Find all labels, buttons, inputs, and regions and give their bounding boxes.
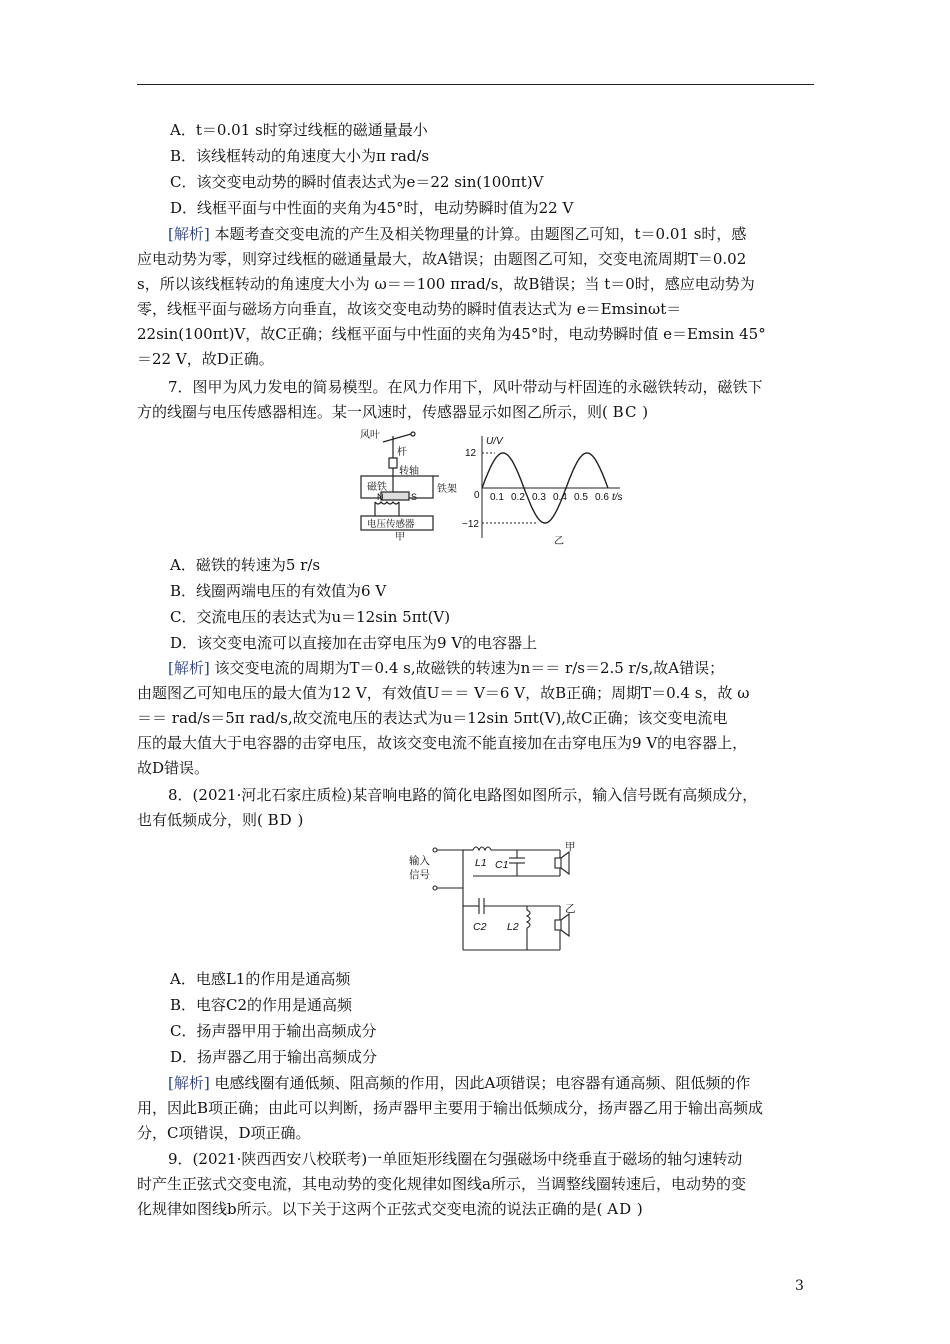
analysis-tag: [解析] <box>168 1074 210 1092</box>
q7-option-c: C．交流电压的表达式为u＝12sin 5πt(V) <box>170 608 451 626</box>
q9-stem-line <box>137 1197 817 1221</box>
page-number: 3 <box>795 1278 804 1294</box>
q9-close-paren: ) <box>636 1200 643 1218</box>
q7-analysis-text: 该交变电流的周期为T＝0.4 s,故磁铁的转速为n＝＝ r/s＝2.5 r/s,故A错误； <box>214 659 725 677</box>
audio-circuit-figure <box>405 838 585 956</box>
q7-close-paren: ) <box>642 403 649 421</box>
frame-label: 铁架 <box>437 484 457 495</box>
y-min-label: −12 <box>462 519 479 530</box>
origin-label: 0 <box>474 490 480 501</box>
inductor-l2 <box>527 910 530 928</box>
q7-option-a: A．磁铁的转速为5 r/s <box>170 556 321 574</box>
q8-close-paren: ) <box>297 811 304 829</box>
figure-jia-label: 甲 <box>395 532 405 543</box>
q7-analysis-line: 由题图乙可知电压的最大值为12 V，有效值U＝＝ V＝6 V，故B正确；周期T＝0.4 s，故 ω <box>137 684 750 702</box>
magnet-bar <box>381 492 409 500</box>
q6-analysis-line <box>168 222 848 246</box>
inductor-l1 <box>473 847 491 850</box>
q8-analysis-line: 分，C项错误，D项正确。 <box>137 1124 311 1142</box>
y-max-label: 12 <box>465 448 477 459</box>
q8-analysis-line <box>168 1071 848 1095</box>
q7-analysis-line: 故D错误。 <box>137 759 210 777</box>
speaker-yi-label: 乙 <box>565 903 576 915</box>
l2-label: L2 <box>507 921 519 933</box>
input-terminal <box>433 848 437 852</box>
speaker-yi-body <box>555 920 561 930</box>
input-label: 输入 <box>409 855 430 867</box>
q7-stem-line: 7．图甲为风力发电的简易模型。在风力作用下，风叶带动与杆固连的永磁铁转动，磁铁下 <box>168 378 763 396</box>
q7-option-d: D．该交变电流可以直接加在击穿电压为9 V的电容器上 <box>170 634 538 652</box>
q8-stem-line: 8．(2021·河北石家庄质检)某音响电路的简化电路图如图所示，输入信号既有高频成分， <box>168 786 758 804</box>
x-axis-label: t/s <box>612 492 623 503</box>
input-label: 信号 <box>409 869 430 881</box>
speaker-jia-body <box>555 858 561 868</box>
x-tick-label: 0.1 <box>490 492 504 503</box>
q8-answer: BD <box>267 811 293 829</box>
south-pole-label: S <box>411 492 418 502</box>
coil-path <box>375 502 399 504</box>
blade-tip <box>411 432 415 436</box>
wind-blade-label: 风叶 <box>360 430 380 441</box>
input-terminal <box>433 886 437 890</box>
figure-yi-label: 乙 <box>554 536 564 547</box>
q6-analysis-line: ＝22 V，故D正确。 <box>137 350 274 368</box>
q9-stem-line: 9．(2021·陕西西安八校联考)一单匝矩形线圈在匀强磁场中绕垂直于磁场的轴匀速转动 <box>168 1150 743 1168</box>
magnet-label: 磁铁 <box>367 482 387 493</box>
q6-option-a: A．t＝0.01 s时穿过线框的磁通量最小 <box>170 121 428 139</box>
bearing-box <box>389 458 397 468</box>
q6-analysis-line: 零，线框平面与磁场方向垂直，故该交变电动势的瞬时值表达式为 e＝Emsinωt＝ <box>137 300 682 318</box>
header-rule <box>137 84 814 85</box>
q8-option-d: D．扬声器乙用于输出高频成分 <box>170 1048 378 1066</box>
q9-stem-text: 化规律如图线b所示。以下关于这两个正弦式交变电流的说法正确的是( <box>137 1200 603 1218</box>
x-tick-label: 0.5 <box>574 492 588 503</box>
x-tick-label: 0.3 <box>532 492 546 503</box>
q8-analysis-text: 电感线圈有通低频、阻高频的作用，因此A项错误；电容器有通高频、阻低频的作 <box>214 1074 751 1092</box>
q8-stem-text: 也有低频成分，则( <box>137 811 263 829</box>
speaker-yi-cone <box>561 914 569 936</box>
q7-option-b: B．线圈两端电压的有效值为6 V <box>170 582 387 600</box>
y-axis-label: U/V <box>486 436 503 447</box>
q7-stem-line <box>137 400 817 424</box>
blade-line <box>383 434 411 442</box>
q6-option-b: B．该线框转动的角速度大小为π rad/s <box>170 147 430 165</box>
c1-label: C1 <box>495 859 509 871</box>
voltage-waveform-figure <box>462 432 627 548</box>
speaker-jia-cone <box>561 852 569 874</box>
c2-label: C2 <box>473 921 487 933</box>
analysis-tag: [解析] <box>168 659 210 677</box>
q7-answer: BC <box>612 403 638 421</box>
q8-option-a: A．电感L1的作用是通高频 <box>170 970 351 988</box>
q6-option-c: C．该交变电动势的瞬时值表达式为e＝22 sin(100πt)V <box>170 173 544 191</box>
analysis-tag: [解析] <box>168 225 210 243</box>
rod-label: 杆 <box>397 447 407 458</box>
q6-analysis-text: 本题考查交变电流的产生及相关物理量的计算。由题图乙可知，t＝0.01 s时，感 <box>214 225 747 243</box>
q8-analysis-line: 用，因此B项正确；由此可以判断，扬声器甲主要用于输出低频成分，扬声器乙用于输出高频成 <box>137 1099 764 1117</box>
q8-option-b: B．电容C2的作用是通高频 <box>170 996 353 1014</box>
axis-label: 转轴 <box>399 466 419 477</box>
speaker-jia-label: 甲 <box>565 841 576 853</box>
q7-stem-text: 方的线圈与电压传感器相连。某一风速时，传感器显示如图乙所示，则( <box>137 403 608 421</box>
q6-analysis-line: s，所以该线框转动的角速度大小为 ω＝＝100 πrad/s，故B错误；当 t＝0时，感应电动势为 <box>137 275 755 293</box>
q8-option-c: C．扬声器甲用于输出高频成分 <box>170 1022 377 1040</box>
q7-analysis-line: 压的最大值大于电容器的击穿电压，故该交变电流不能直接加在击穿电压为9 V的电容器上， <box>137 734 748 752</box>
x-tick-label: 0.4 <box>553 492 567 503</box>
q9-stem-line: 时产生正弦式交变电流，其电动势的变化规律如图线a所示，当调整线圈转速后，电动势的变 <box>137 1175 746 1193</box>
north-pole-label: N <box>377 492 384 502</box>
q6-option-d: D．线框平面与中性面的夹角为45°时，电动势瞬时值为22 V <box>170 199 574 217</box>
wind-generator-figure <box>355 428 457 543</box>
q8-stem-line <box>137 808 817 832</box>
q6-analysis-line: 22sin(100πt)V，故C正确；线框平面与中性面的夹角为45°时，电动势瞬时值 e＝Emsin 45° <box>137 325 766 343</box>
q6-analysis-line: 应电动势为零，则穿过线框的磁通量最大，故A错误；由题图乙可知，交变电流周期T＝0.02 <box>137 250 747 268</box>
x-tick-label: 0.2 <box>511 492 525 503</box>
x-tick-label: 0.6 <box>595 492 609 503</box>
q9-answer: AD <box>607 1200 633 1218</box>
sensor-label: 电压传感器 <box>367 519 415 530</box>
q7-analysis-line: ＝＝ rad/s＝5π rad/s,故交流电压的表达式为u＝12sin 5πt(V),故C正确；该交变电流电 <box>137 709 728 727</box>
q7-analysis-line <box>168 656 848 680</box>
l1-label: L1 <box>475 857 487 869</box>
